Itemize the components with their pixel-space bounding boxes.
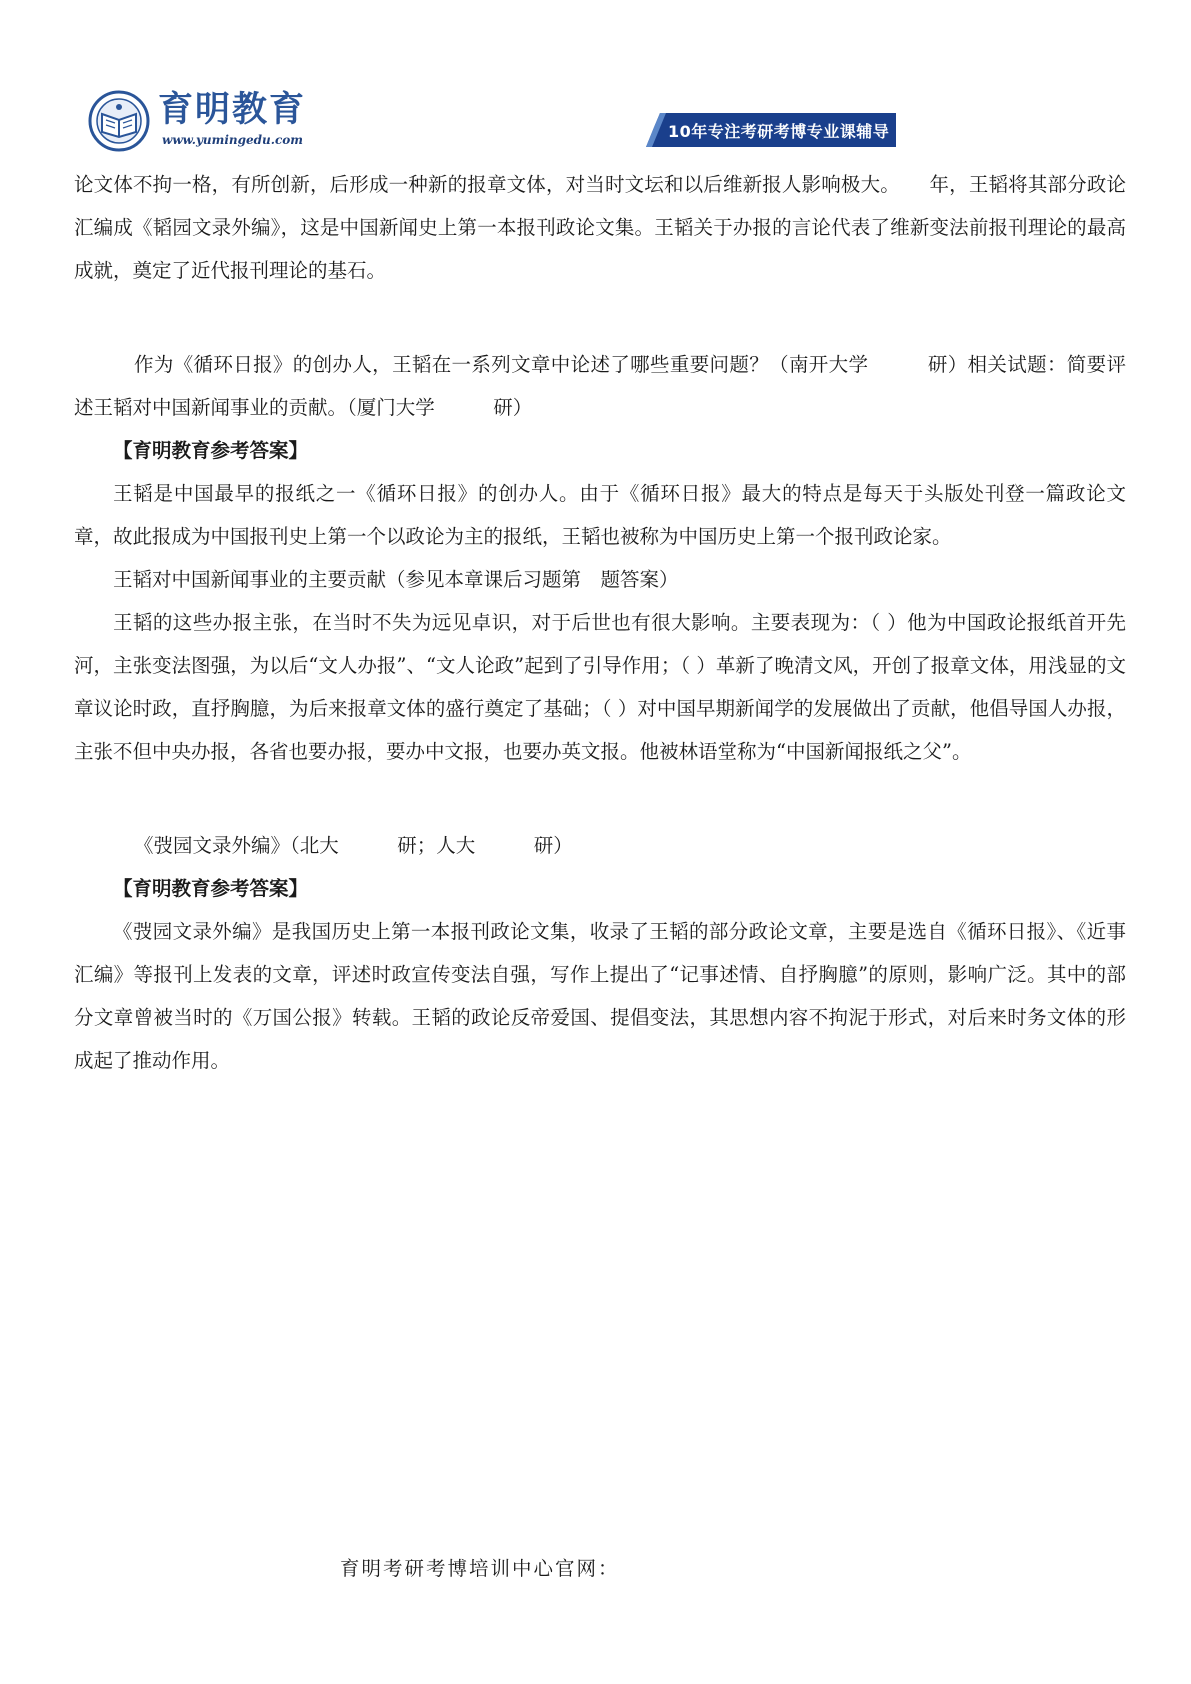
yuming-logo: [86, 84, 386, 159]
question-1: 作为《循环日报》的创办人，王韬在一系列文章中论述了哪些重要问题？（南开大学 研）相关试题：简要评述王韬对中国新闻事业的贡献。（厦门大学 研）: [74, 353, 1126, 419]
logo-emblem-icon: [88, 90, 150, 152]
answer-label-1: 【育明教育参考答案】: [113, 439, 309, 462]
document-body: [74, 163, 1126, 1082]
logo-brand-name: 育明教育: [158, 90, 307, 130]
slogan-text: 10年专注考研考博专业课辅导: [668, 122, 890, 141]
answer-label-2: 【育明教育参考答案】: [113, 877, 309, 900]
paragraph-intro-continuation: 论文体不拘一格，有所创新，后形成一种新的报章文体，对当时文坛和以后维新报人影响极大。 年，王韬将其部分政论汇编成《韬园文录外编》，这是中国新闻史上第一本报刊政论文集。王韬关于办报的言论代表了维新变法前报刊理论的最高成就，奠定了近代报刊理论的基石。: [74, 173, 1126, 282]
answer-1-paragraph-3: 王韬的这些办报主张，在当时不失为远见卓识，对于后世也有很大影响。主要表现为：（ ）他为中国政论报纸首开先河，主张变法图强，为以后“文人办报”、“文人论政”起到了引导作用；（ ）革新了晚清文风，开创了报章文体，用浅显的文章议论时政，直抒胸臆，为后来报章文体的盛行奠定了基础；（ ）对中国早期新闻学的发展做出了贡献，他倡导国人办报，主张不但中央办报，各省也要办报，要办中文报，也要办英文报。他被林语堂称为“中国新闻报纸之父”。: [74, 611, 1126, 763]
section-gap: [74, 292, 1126, 343]
slogan-banner: [646, 113, 896, 147]
answer-1-paragraph-1: 王韬是中国最早的报纸之一《循环日报》的创办人。由于《循环日报》最大的特点是每天于头版处刊登一篇政论文章，故此报成为中国报刊史上第一个以政论为主的报纸，王韬也被称为中国历史上第一个报刊政论家。: [74, 482, 1126, 548]
answer-1-paragraph-2: 王韬对中国新闻事业的主要贡献（参见本章课后习题第 题答案）: [113, 568, 679, 591]
section-gap: [74, 773, 1126, 824]
logo-url: www.yumingedu.com: [162, 133, 303, 147]
answer-2-paragraph-1: 《弢园文录外编》是我国历史上第一本报刊政论文集，收录了王韬的部分政论文章，主要是选自《循环日报》、《近事汇编》等报刊上发表的文章，评述时政宣传变法自强，写作上提出了“记事述情、自抒胸臆”的原则，影响广泛。其中的部分文章曾被当时的《万国公报》转载。王韬的政论反帝爱国、提倡变法，其思想内容不拘泥于形式，对后来时务文体的形成起了推动作用。: [74, 920, 1126, 1072]
question-2: 《弢园文录外编》（北大 研；人大 研）: [134, 834, 573, 857]
footer-website-label: 育明考研考博培训中心官网：: [340, 1557, 620, 1580]
page-header: [86, 84, 896, 159]
